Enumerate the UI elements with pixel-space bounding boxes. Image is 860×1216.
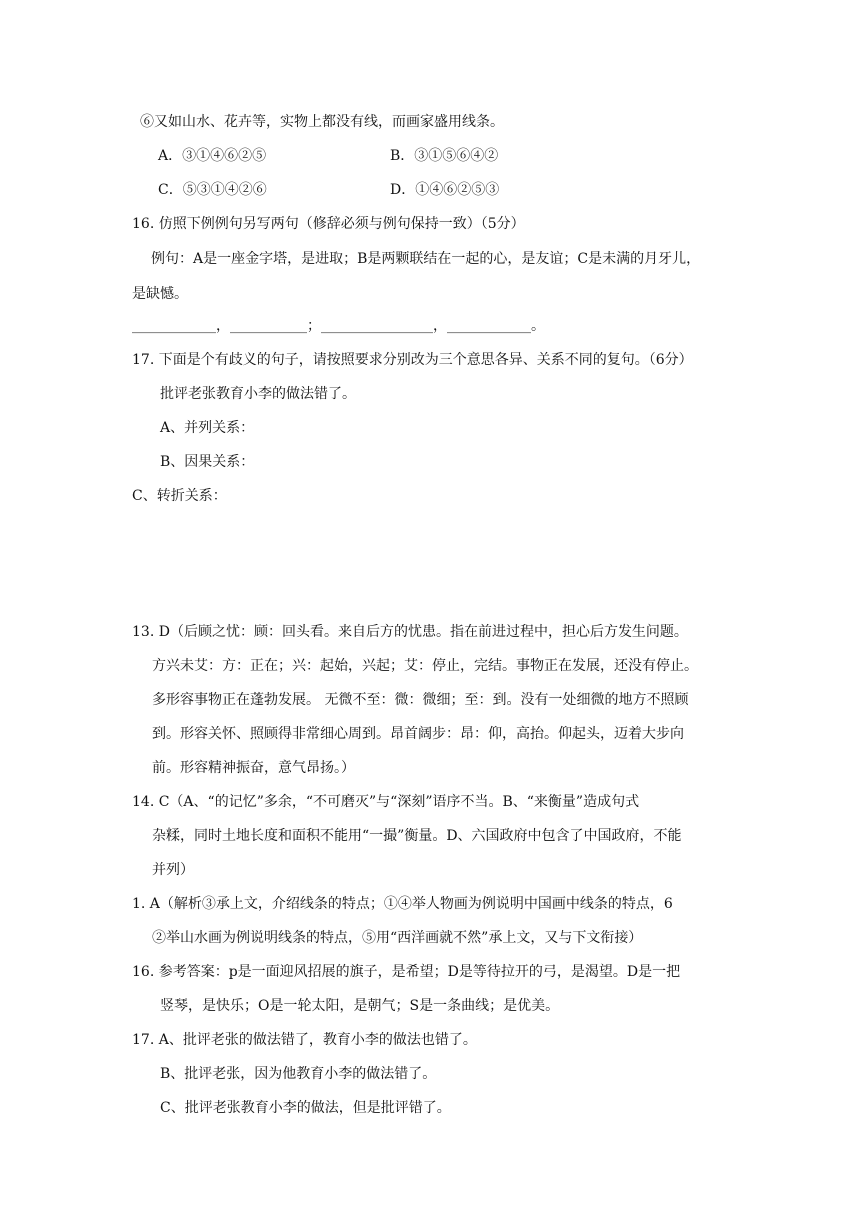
answer-13-line2: 方兴未艾：方：正在；兴：起始，兴起；艾：停止，完结。事物正在发展，还没有停止。 <box>152 658 698 674</box>
answer-14-line2: 杂糅，同时土地长度和面积不能用“一撮”衡量。D、六国政府中包含了中国政府，不能 <box>152 828 682 844</box>
q17-sentence: 批评老张教育小李的做法错了。 <box>160 386 356 402</box>
answer-1-line1: 1. A（解析③承上文，介绍线条的特点；①④举人物画为例说明中国画中线条的特点，6 <box>132 896 673 912</box>
q15-item6: ⑥又如山水、花卉等，实物上都没有线，而画家盛用线条。 <box>140 114 504 130</box>
answer-16-line1: 16. 参考答案：p是一面迎风招展的旗子，是希望；D是等待拉开的弓，是渴望。D是一把 <box>132 964 681 980</box>
answer-13-line5: 前。形容精神振奋，意气昂扬。） <box>152 760 355 776</box>
q15-option-b: B．③①⑤⑥④② <box>390 148 499 164</box>
answer-13-line4: 到。形容关怀、照顾得非常细心周到。昂首阔步：昂：仰，高抬。仰起头，迈着大步向 <box>152 726 684 742</box>
answer-17-line1: 17. A、批评老张的做法错了，教育小李的做法也错了。 <box>132 1032 477 1048</box>
q17-prompt: 17. 下面是个有歧义的句子，请按照要求分别改为三个意思各异、关系不同的复句。（6分） <box>132 352 693 368</box>
q15-option-d: D．①④⑥②⑤③ <box>390 182 500 198</box>
q16-example-line1: 例句：A是一座金字塔，是进取；B是两颗联结在一起的心，是友谊；C是未满的月牙儿， <box>151 251 701 267</box>
answer-14-line1: 14. C（A、“的记忆”多余，“不可磨灭”与“深刻”语序不当。B、“来衡量”造成句式 <box>132 794 640 810</box>
q15-option-c: C．⑤③①④②⑥ <box>158 182 267 198</box>
q16-answer-blanks: ____________，___________；________________，____________。 <box>132 318 545 334</box>
q17-option-c: C、转折关系： <box>132 488 227 504</box>
answer-13-line3: 多形容事物正在蓬勃发展。 无微不至：微：微细；至：到。没有一处细微的地方不照顾 <box>152 692 689 708</box>
q17-option-a: A、并列关系： <box>160 420 255 436</box>
answer-16-line2: 竖琴，是快乐；O是一轮太阳，是朝气；S是一条曲线；是优美。 <box>160 998 560 1014</box>
q15-option-a: A．③①④⑥②⑤ <box>158 148 267 164</box>
answer-14-line3: 并列） <box>152 862 194 878</box>
answer-17-line2: B、批评老张，因为他教育小李的做法错了。 <box>160 1066 437 1082</box>
q17-option-b: B、因果关系： <box>160 454 255 470</box>
q16-prompt: 16. 仿照下例例句另写两句（修辞必须与例句保持一致）（5分） <box>132 216 525 232</box>
answer-1-line2: ②举山水画为例说明线条的特点，⑤用“西洋画就不然”承上文，又与下文衔接） <box>152 930 643 946</box>
answer-17-line3: C、批评老张教育小李的做法，但是批评错了。 <box>160 1100 451 1116</box>
answer-13-line1: 13. D（后顾之忧：顾：回头看。来自后方的忧患。指在前进过程中，担心后方发生问题。 <box>132 624 688 640</box>
q16-example-line2: 是缺憾。 <box>132 286 188 302</box>
